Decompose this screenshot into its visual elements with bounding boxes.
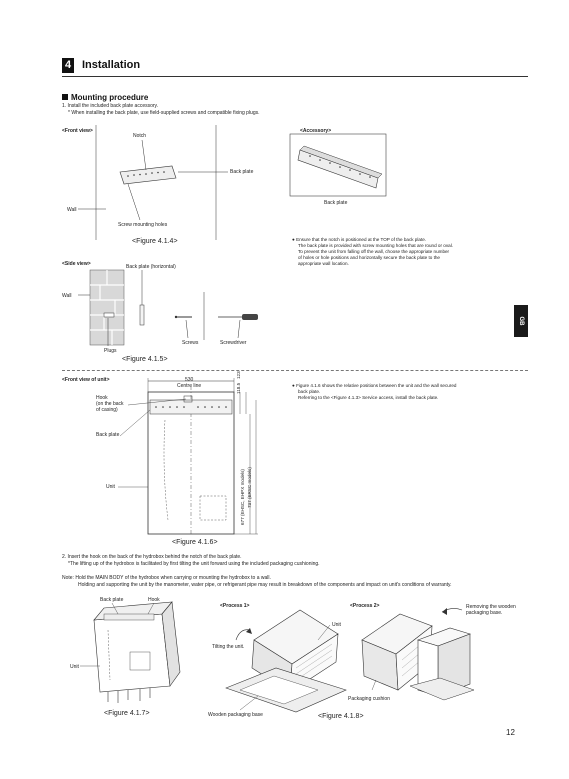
tilting-label: Tilting the unit. [212,644,245,650]
unit-note-line2: back plate. [298,389,321,394]
notch-note-line2: The back plate is provided with screw mounting holes that are round or oval. [298,243,453,248]
section-title: Mounting procedure [62,93,148,102]
fig418-unit-label: Unit [332,622,341,628]
notch-note-line1: ● Ensure that the notch is positioned at the TOP of the back plate. [292,237,427,242]
screws-label: Screws [182,340,199,346]
unit-back-plate-label: Back plate [96,432,120,438]
unit-note-line3: Referring to the <Figure 4.1.3> Service access, install the back plate. [298,395,439,400]
width-dimension: 530 [185,377,194,383]
screwdriver-label: Screwdriver [220,340,247,346]
cushion-label: Packaging cushion [348,696,390,702]
accessory-back-plate-label: Back plate [324,200,348,206]
side-dimension-1: 677 (EHSC, EHPX models) [240,469,245,525]
unit-label: Unit [106,484,115,490]
removing-label: Removing the wooden packaging base. [466,604,516,617]
centre-line-label: Centre line [177,383,202,389]
hook-label: Hook (on the back of casing) [96,395,124,414]
fig417-unit-label: Unit [70,664,79,670]
back-plate-label: Back plate [230,169,254,175]
notch-note-line3: To prevent the unit from falling off the wall, choose the appropriate number [298,249,450,254]
chapter-title: Installation [82,59,141,71]
figure-4-1-4-caption: <Figure 4.1.4> [132,238,178,245]
step2-note: *The lifting up of the hydrobox is facilitated by first tilting the unit forward using the included packaging cushioning. [68,561,320,567]
unit-view-title: <Front view of unit> [62,377,110,383]
plugs-label: Plugs [104,348,117,354]
gb-language-tab: GB [514,305,528,337]
fig417-hook-label: Hook [148,597,160,603]
figure-4-1-5-caption: <Figure 4.1.5> [122,356,168,363]
notch-note-line5: appropriate wall location. [298,261,349,266]
figure-4-1-7-caption: <Figure 4.1.7> [104,710,150,717]
step2-text: 2. Insert the hook on the back of the hydrobox behind the notch of the back plate. [62,554,242,560]
page-number: 12 [506,728,515,737]
figure-4-1-8-caption: <Figure 4.1.8> [318,713,364,720]
side-view-title: <Side view> [62,261,91,267]
side-wall-label: Wall [62,293,72,299]
step1-note: * When installing the back plate, use field-supplied screws and compatible fixing plugs. [68,110,260,116]
fig417-back-plate-label: Back plate [100,597,124,603]
hold-note-line2: Holding and supporting the unit by the manometer, water pipe, or refrigerant pipe may result in breakdown of the components and impact on unit's conditions of warranty. [78,582,452,588]
side-dimension-2: 737 (ERSC models) [247,467,252,508]
chapter-number: 4 [62,58,74,73]
wall-label: Wall [67,207,77,213]
process1-label: <Process 1> [220,603,250,609]
notch-note-line4: of holes or hole positions and horizontally secure the back plate to the [298,255,440,260]
process2-label: <Process 2> [350,603,380,609]
unit-note-line1: ● Figure 4.1.6 shows the relative positions between the unit and the wall secured [292,383,457,388]
wooden-base-label: Wooden packaging base [208,712,263,718]
top-dimension: 118.5 123 [236,371,241,394]
hold-note-line1: Note: Hold the MAIN BODY of the hydrobox when carrying or mounting the hydrobox to a wall. [62,575,271,581]
notch-label: Notch [133,133,147,139]
accessory-title: <Accessory> [300,128,332,134]
side-back-plate-label: Back plate (horizontal) [126,264,176,270]
figure-4-1-6-caption: <Figure 4.1.6> [172,539,218,546]
step1-text: 1. Install the included back plate accessory. [62,103,159,109]
front-view-title: <Front view> [62,128,93,134]
screw-holes-label: Screw mounting holes [118,222,168,228]
